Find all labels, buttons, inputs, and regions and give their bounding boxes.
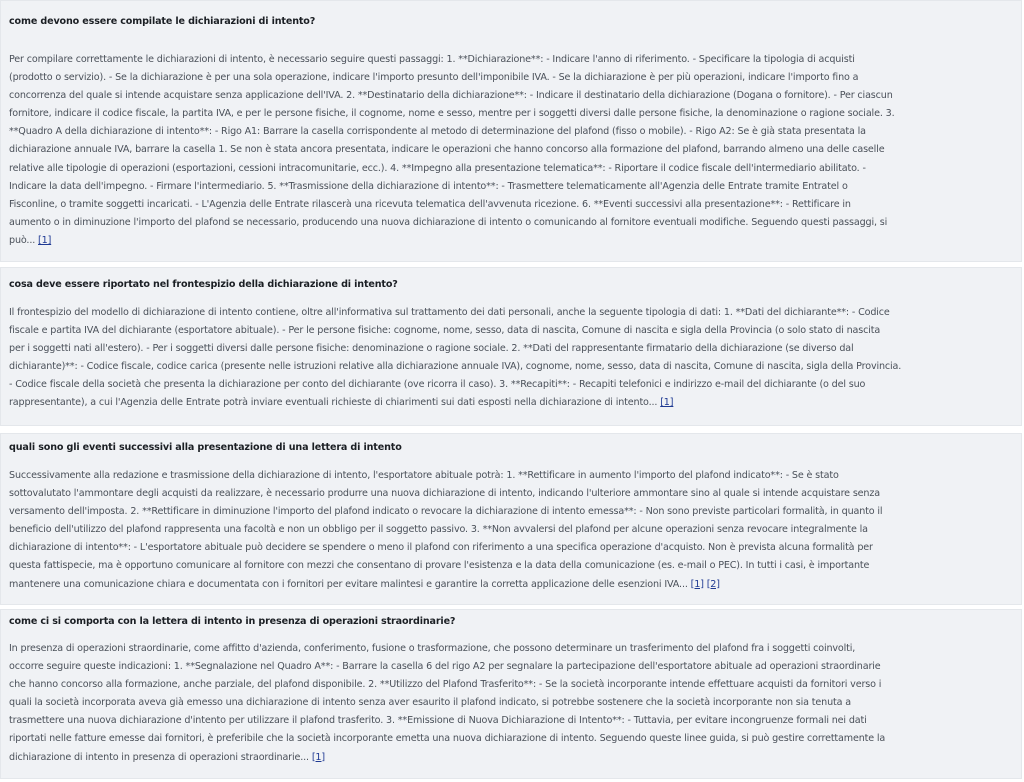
faq-answer-text: Il frontespizio del modello di dichiarazione di intento contiene, oltre all'informativa sul trattamento dei dati personali, anche la seguente tipologia di dati: 1. **Dati del dichiarante**: - Codice fiscale e partita IVA del dichiarante (esportatore abituale). - Per le persone fisiche: cognome, nome, sesso, data di nascita, Comune di nascita e sigla della Provincia (o solo stato di nascita per i soggetti nati all'estero). - Per i soggetti diversi dalle persone fisiche: denominazione o ragione sociale. 2. **Dati del rappresentante firmatario della dichiarazione (se diverso dal dichiarante)**: - Codice fiscale, codice carica (presente nelle istruzioni relative alla dichiarazione annuale IVA), cognome, nome, sesso, data di nascita, Comune di nascita, sigla della Provincia. - Codice fiscale della società che presenta la dichiarazione per conto del dichiarante (ove ricorra il caso). 3. **Recapiti**: - Recapiti telefonici e indirizzo e-mail del dichiarante (o del suo rappresentante), a cui l'Agenzia delle Entrate potrà inviare eventuali richieste di chiarimenti sui dati esposti nella dichiarazione di intento... xyxy=(9,307,902,409)
reference-link[interactable]: [1] xyxy=(38,234,52,246)
faq-card xyxy=(0,433,1022,605)
faq-question: cosa deve essere riportato nel frontespizio della dichiarazione di intento? xyxy=(9,279,398,290)
faq-answer xyxy=(9,640,1013,767)
faq-question: come devono essere compilate le dichiarazioni di intento? xyxy=(9,16,316,27)
faq-card xyxy=(0,267,1022,426)
reference-link[interactable]: [1] xyxy=(690,578,704,590)
faq-card xyxy=(0,0,1022,262)
faq-answer-text: In presenza di operazioni straordinarie, come affitto d'azienda, conferimento, fusione o trasformazione, che possono determinare un trasferimento del plafond fra i soggetti coinvolti, occorre seguire queste indicazioni: 1. **Segnalazione nel Quadro A**: - Barrare la casella 6 del rigo A2 per segnalare la partecipazione dell'esportatore abituale ad operazioni straordinarie che hanno concorso alla formazione, anche parziale, del plafond disponibile. 2. **Utilizzo del Plafond Trasferito**: - Se la società incorporante intende effettuare acquisti da fornitori verso i quali la società incorporata aveva già emesso una dichiarazione di intento senza aver esaurito il plafond indicato, si potrebbe sostenere che la società incorporante non sia tenuta a trasmettere una nuova dichiarazione d'intento per utilizzare il plafond trasferito. 3. **Emissione di Nuova Dichiarazione di Intento**: - Tuttavia, per evitare incongruenze formali nei dati riportati nelle fatture emesse dai fornitori, è preferibile che la società incorporante emetta una nuova dichiarazione di intento. Seguendo queste linee guida, si può gestire correttamente la dichiarazione di intento in presenza di operazioni straordinarie... xyxy=(9,643,886,763)
faq-answer xyxy=(9,304,1013,413)
reference-link[interactable]: [2] xyxy=(706,578,720,590)
reference-link[interactable]: [1] xyxy=(660,397,674,409)
faq-answer-text: Per compilare correttamente le dichiarazioni di intento, è necessario seguire questi passaggi: 1. **Dichiarazione**: - Indicare l'anno di riferimento. - Specificare la tipologia di acquisti (prodotto o servizio). - Se la dichiarazione è per una sola operazione, indicare l'importo presunto dell'imponibile IVA. - Se la dichiarazione è per più operazioni, indicare l'importo fino a concorrenza del quale si intende acquistare senza applicazione dell'IVA. 2. **Destinatario della dichiarazione**: - Indicare il destinatario della dichiarazione (Dogana o fornitore). - Per ciascun fornitore, indicare il codice fiscale, la partita IVA, e per le persone fisiche, il cognome, nome e sesso, mentre per i soggetti diversi dalle persone fisiche, la denominazione o ragione sociale. 3. **Quadro A della dichiarazione di intento**: - Rigo A1: Barrare la casella corrispondente al metodo di determinazione del plafond (fisso o mobile). - Rigo A2: Se è già stata presentata la dichiarazione annuale IVA, barrare la casella 1. Se non è stata ancora presentata, indicare le operazioni che hanno concorso alla formazione del plafond, barrando almeno una delle caselle relative alle tipologie di operazioni (esportazioni, cessioni intracomunitarie, ecc.). 4. **Impegno alla presentazione telematica**: - Riportare il codice fiscale dell'intermediario abilitato. - Indicare la data dell'impegno. - Firmare l'intermediario. 5. **Trasmissione della dichiarazione di intento**: - Trasmettere telematicamente all'Agenzia delle Entrate tramite Entratel o Fisconline, o tramite soggetti incaricati. - L'Agenzia delle Entrate rilascerà una ricevuta telematica dell'avvenuta ricezione. 6. **Eventi successivi alla presentazione**: - Rettificare in aumento o in diminuzione l'importo del plafond se necessario, producendo una nuova dichiarazione di intento o comunicando al fornitore eventuali modifiche. Seguendo questi passaggi, si può... xyxy=(9,54,895,246)
faq-answer-text: Successivamente alla redazione e trasmissione della dichiarazione di intento, l'esportatore abituale potrà: 1. **Rettificare in aumento l'importo del plafond indicato**: - Se è stato sottovalutato l'ammontare degli acquisti da realizzare, è necessario produrre una nuova dichiarazione di intento, indicando l'ulteriore ammontare sino al quale si intende acquistare senza versamento dell'imposta. 2. **Rettificare in diminuzione l'importo del plafond indicato o revocare la dichiarazione di intento emessa**: - Non sono previste particolari formalità, in quanto il beneficio dell'utilizzo del plafond rappresenta una facoltà e non un obbligo per il soggetto passivo. 3. **Non avvalersi del plafond per alcune operazioni senza revocare integralmente la dichiarazione di intento**: - L'esportatore abituale può decidere se spendere o meno il plafond con riferimento a una specifica operazione d'acquisto. Non è prevista alcuna formalità per questa fattispecie, ma è opportuno comunicare al fornitore con mezzi che consentano di provare l'esistenza e la data della comunicazione (es. e-mail o PEC). In tutti i casi, è importante mantenere una comunicazione chiara e documentata con i fornitori per evitare malintesi e garantire la corretta applicazione delle esenzioni IVA... xyxy=(9,470,883,590)
faq-question: quali sono gli eventi successivi alla presentazione di una lettera di intento xyxy=(9,442,402,453)
reference-link[interactable]: [1] xyxy=(311,751,325,763)
faq-question: come ci si comporta con la lettera di intento in presenza di operazioni straordinarie? xyxy=(9,616,456,627)
faq-answer xyxy=(9,467,1013,594)
faq-answer xyxy=(9,51,1013,250)
faq-card xyxy=(0,609,1022,779)
